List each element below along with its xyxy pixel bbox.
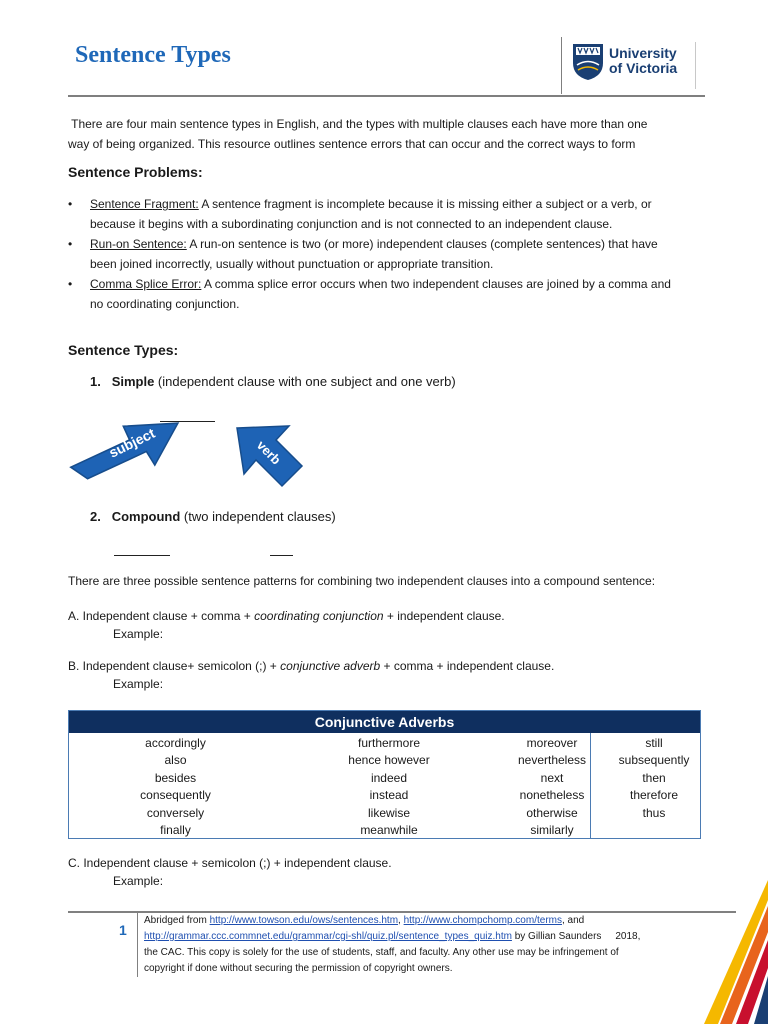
table-cell: furthermore	[357, 736, 421, 750]
link-chompchomp[interactable]: http://www.chompchomp.com/terms	[403, 915, 562, 926]
arrow-verb-label: verb	[253, 437, 284, 468]
arrow-subject-label: subject	[106, 424, 158, 461]
footnote-sep: ,	[398, 915, 404, 926]
pattern-a-emphasis: coordinating conjunction	[254, 609, 384, 623]
table-cell: accordingly	[145, 736, 206, 750]
pattern-a-post: + independent clause.	[383, 609, 505, 623]
footer-divider	[137, 913, 138, 977]
problems-heading: Sentence Problems:	[68, 164, 203, 180]
item-number: 2.	[90, 509, 101, 524]
intro-line-1: There are four main sentence types in English, and the types with multiple clauses each have more than one	[68, 117, 648, 131]
logo-divider	[561, 37, 562, 94]
column-divider	[590, 733, 591, 839]
table-cell: subsequently	[618, 753, 690, 768]
table-cell: otherwise	[526, 805, 578, 820]
verb-arrow-icon	[237, 426, 302, 486]
adverb-column-4	[608, 733, 700, 839]
pattern-b-pre: B. Independent clause+ semicolon (;) +	[68, 659, 281, 673]
pattern-b	[68, 659, 554, 673]
table-cell: thus	[642, 805, 666, 820]
type-compound	[90, 509, 336, 524]
table-cell: moreover	[526, 736, 578, 750]
bullet-icon: •	[68, 277, 73, 291]
intro-paragraph	[68, 114, 708, 154]
pattern-a-pre: A. Independent clause + comma +	[68, 609, 255, 623]
adverb-column-1	[69, 733, 282, 839]
crest-icon	[572, 43, 604, 81]
pattern-a	[68, 609, 505, 623]
term-run-on: Run-on Sentence:	[90, 237, 187, 251]
blank-line	[114, 555, 170, 556]
table-cell: consequently	[140, 788, 211, 803]
table-cell: similarly	[530, 823, 574, 838]
item-desc: (independent clause with one subject and one verb)	[154, 374, 456, 389]
comma-splice-text: A comma splice error occurs when two independent clauses are joined by a comma and	[201, 277, 671, 291]
footnote-line-4: copyright if done without securing the permission of copyright owners.	[144, 963, 453, 974]
university-logo	[572, 43, 692, 83]
problems-list	[68, 194, 708, 314]
table-header: Conjunctive Adverbs	[69, 711, 700, 733]
fragment-text-2: because it begins with a subordinating conjunction and is not connected to an independent clause.	[90, 217, 613, 231]
table-cell: then	[642, 770, 666, 785]
item-desc: (two independent clauses)	[180, 509, 336, 524]
bullet-icon: •	[68, 197, 73, 211]
type-simple	[90, 374, 456, 389]
list-item	[68, 234, 708, 274]
types-heading: Sentence Types:	[68, 342, 179, 358]
logo-line-1: University	[609, 45, 677, 61]
bullet-icon: •	[68, 237, 73, 251]
table-cell: meanwhile	[360, 823, 418, 838]
table-cell: instead	[369, 788, 409, 803]
table-cell: still	[645, 736, 663, 750]
table-cell: besides	[154, 770, 197, 785]
subject-verb-arrows	[68, 408, 308, 498]
footnote	[144, 913, 734, 977]
pattern-c: C. Independent clause + semicolon (;) + independent clause.	[68, 856, 392, 870]
list-item	[68, 274, 708, 314]
run-on-text-2: been joined incorrectly, usually without punctuation or appropriate transition.	[90, 257, 494, 271]
comma-splice-text-2: no coordinating conjunction.	[90, 297, 240, 311]
pattern-b-example: Example:	[113, 677, 164, 691]
blank-line	[270, 555, 293, 556]
patterns-intro: There are three possible sentence patterns for combining two independent clauses into a compound sentence:	[68, 574, 656, 588]
decorative-stripes	[700, 860, 768, 1024]
conjunctive-adverbs-table	[68, 710, 701, 839]
footnote-sep: , and	[561, 915, 585, 926]
page-title: Sentence Types	[75, 42, 231, 68]
item-label: Simple	[111, 374, 155, 389]
pattern-b-emphasis: conjunctive adverb	[280, 659, 381, 673]
term-fragment: Sentence Fragment:	[90, 197, 199, 211]
table-cell: conversely	[146, 805, 205, 820]
table-cell: likewise	[367, 805, 410, 820]
table-cell: therefore	[629, 788, 679, 803]
pattern-b-post: + comma + independent clause.	[380, 659, 555, 673]
adverb-column-2	[282, 733, 496, 839]
table-cell: nonetheless	[519, 788, 585, 803]
table-cell: indeed	[370, 770, 408, 785]
table-cell: also	[164, 753, 187, 768]
header-rule	[68, 95, 705, 97]
item-number: 1.	[90, 374, 101, 389]
link-towson[interactable]: http://www.towson.edu/ows/sentences.htm	[209, 915, 399, 926]
item-label: Compound	[111, 509, 181, 524]
footnote-prefix: Abridged from	[144, 915, 210, 926]
table-cell: nevertheless	[517, 753, 587, 768]
table-body	[69, 733, 700, 839]
footnote-by: by Gillian Saunders 2018,	[511, 931, 641, 942]
table-cell: finally	[160, 823, 191, 838]
table-cell: next	[540, 770, 564, 785]
pattern-c-example: Example:	[113, 874, 164, 888]
run-on-text: A run-on sentence is two (or more) independent clauses (complete sentences) that have	[186, 237, 658, 251]
logo-divider-right	[695, 42, 696, 89]
adverb-column-3	[496, 733, 608, 839]
logo-line-2: of Victoria	[609, 60, 678, 76]
intro-line-2: way of being organized. This resource outlines sentence errors that can occur and the correct ways to form	[68, 137, 636, 151]
link-grammar-quiz[interactable]: http://grammar.ccc.commnet.edu/grammar/cgi-shl/quiz.pl/sentence_types_quiz.htm	[144, 931, 512, 942]
subject-arrow-icon	[71, 423, 178, 479]
list-item	[68, 194, 708, 234]
page-number: 1	[119, 922, 127, 938]
footnote-line-3: the CAC. This copy is solely for the use of students, staff, and faculty. Any other use may be infringement of	[144, 947, 619, 958]
term-comma-splice: Comma Splice Error:	[90, 277, 202, 291]
table-cell: hence however	[348, 753, 430, 768]
fragment-text: A sentence fragment is incomplete because it is missing either a subject or a verb, or	[198, 197, 652, 211]
pattern-a-example: Example:	[113, 627, 164, 641]
